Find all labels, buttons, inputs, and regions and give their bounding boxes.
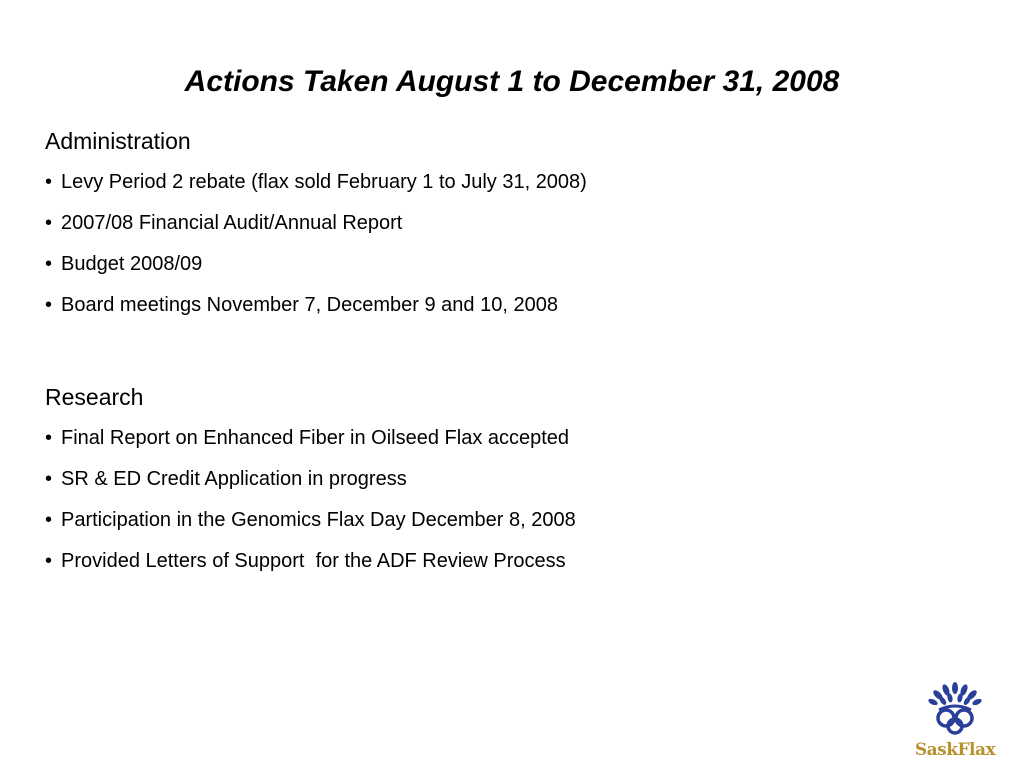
list-item bbox=[45, 209, 985, 237]
flax-flower-logo-icon bbox=[910, 680, 1000, 740]
bullet-icon: • bbox=[45, 253, 53, 275]
bullet-icon: • bbox=[45, 509, 53, 531]
section-heading: Research bbox=[45, 384, 144, 410]
list-item-text: Provided Letters of Support for the ADF Review Process bbox=[61, 550, 566, 572]
list-item bbox=[45, 291, 985, 319]
bullet-icon: • bbox=[45, 171, 53, 193]
list-item-text: SR & ED Credit Application in progress bbox=[61, 468, 407, 490]
list-item bbox=[45, 168, 985, 196]
bullet-icon: • bbox=[45, 550, 53, 572]
list-item-text: Board meetings November 7, December 9 and 10, 2008 bbox=[61, 294, 558, 316]
saskflax-logo bbox=[910, 680, 1000, 762]
list-item-text: Levy Period 2 rebate (flax sold February 1 to July 31, 2008) bbox=[61, 171, 587, 193]
slide-title: Actions Taken August 1 to December 31, 2008 bbox=[184, 65, 840, 98]
list-item bbox=[45, 506, 985, 534]
list-item-text: Participation in the Genomics Flax Day December 8, 2008 bbox=[61, 509, 576, 531]
section-administration bbox=[45, 125, 985, 332]
list-item-text: 2007/08 Financial Audit/Annual Report bbox=[61, 212, 403, 234]
bullet-icon: • bbox=[45, 212, 53, 234]
section-heading: Administration bbox=[45, 128, 191, 154]
bullet-icon: • bbox=[45, 468, 53, 490]
list-item bbox=[45, 547, 985, 575]
list-item-text: Final Report on Enhanced Fiber in Oilseed Flax accepted bbox=[61, 427, 570, 449]
section-research bbox=[45, 381, 985, 588]
bullet-icon: • bbox=[45, 294, 53, 316]
list-item-text: Budget 2008/09 bbox=[61, 253, 203, 275]
bullet-icon: • bbox=[45, 427, 53, 449]
list-item bbox=[45, 465, 985, 493]
list-item bbox=[45, 424, 985, 452]
list-item bbox=[45, 250, 985, 278]
logo-wordmark: SaskFlax bbox=[914, 740, 996, 760]
